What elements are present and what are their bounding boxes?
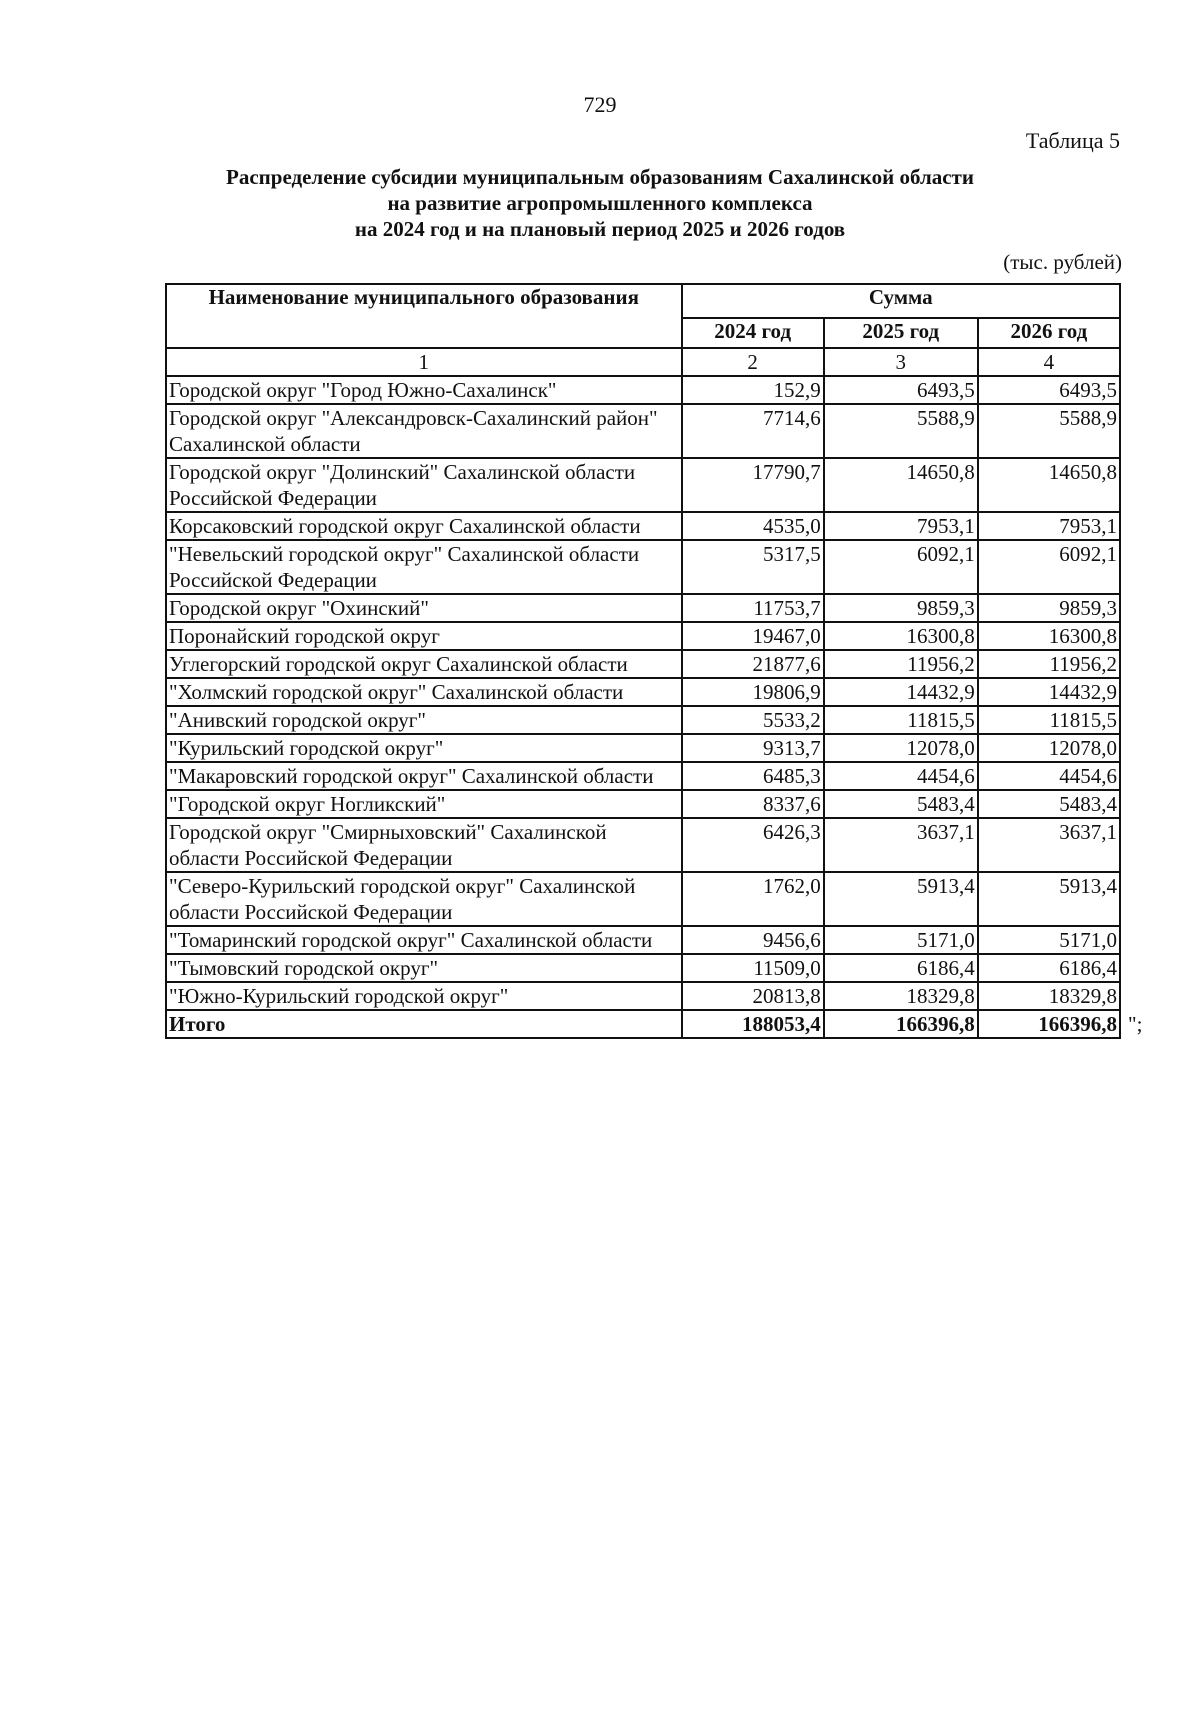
table-row: [166, 678, 1120, 706]
value-2026: 16300,8: [978, 622, 1120, 650]
value-2026: 11956,2: [978, 650, 1120, 678]
table-row: [166, 650, 1120, 678]
value-2025: 14650,8: [824, 458, 978, 512]
value-2026: 14650,8: [978, 458, 1120, 512]
table-row: [166, 376, 1120, 404]
municipality-name: "Южно-Курильский городской округ": [166, 982, 682, 1010]
value-2024: 6485,3: [682, 762, 824, 790]
value-2026: 3637,1: [978, 818, 1120, 872]
value-2024: 6426,3: [682, 818, 824, 872]
value-2024: 8337,6: [682, 790, 824, 818]
value-2026: 14432,9: [978, 678, 1120, 706]
table-row: [166, 622, 1120, 650]
value-2026: 5913,4: [978, 872, 1120, 926]
table-row: [166, 404, 1120, 458]
value-2024: 11509,0: [682, 954, 824, 982]
value-2024: 20813,8: [682, 982, 824, 1010]
value-2025: 5483,4: [824, 790, 978, 818]
value-2026: 5171,0: [978, 926, 1120, 954]
municipality-name: Городской округ "Смирныховский" Сахалинской области Российской Федерации: [166, 818, 682, 872]
municipality-name: "Томаринский городской округ" Сахалинской области: [166, 926, 682, 954]
value-2025: 16300,8: [824, 622, 978, 650]
header-name: Наименование муниципального образования: [166, 284, 682, 348]
value-2025: 7953,1: [824, 512, 978, 540]
subsidy-table: [165, 283, 1121, 1039]
municipality-name: "Анивский городской округ": [166, 706, 682, 734]
value-2026: 6186,4: [978, 954, 1120, 982]
value-2026: 18329,8: [978, 982, 1120, 1010]
value-2026: 9859,3: [978, 594, 1120, 622]
units-label: (тыс. рублей): [1003, 250, 1122, 274]
value-2024: 19806,9: [682, 678, 824, 706]
municipality-name: "Холмский городской округ" Сахалинской области: [166, 678, 682, 706]
header-year-2026: 2026 год: [978, 318, 1120, 348]
table-label: Таблица 5: [1025, 128, 1120, 153]
value-2026: 7953,1: [978, 512, 1120, 540]
value-2025: 6186,4: [824, 954, 978, 982]
value-2025: 3637,1: [824, 818, 978, 872]
value-2025: 18329,8: [824, 982, 978, 1010]
total-row: [166, 1010, 1120, 1038]
column-number: 2: [682, 348, 824, 376]
page-number: 729: [583, 92, 617, 117]
value-2024: 152,9: [682, 376, 824, 404]
value-2025: 5171,0: [824, 926, 978, 954]
municipality-name: "Курильский городской округ": [166, 734, 682, 762]
table-row: [166, 926, 1120, 954]
value-2026: 12078,0: [978, 734, 1120, 762]
value-2024: 5533,2: [682, 706, 824, 734]
value-2025: 6493,5: [824, 376, 978, 404]
value-2026: 5588,9: [978, 404, 1120, 458]
table-row: [166, 982, 1120, 1010]
value-2024: 17790,7: [682, 458, 824, 512]
value-2025: 6092,1: [824, 540, 978, 594]
title-line: Распределение субсидии муниципальным образованиям Сахалинской области: [226, 165, 974, 189]
total-label: Итого: [166, 1010, 682, 1038]
value-2025: 12078,0: [824, 734, 978, 762]
value-2025: 5588,9: [824, 404, 978, 458]
document-title: [0, 164, 1200, 242]
value-2024: 4535,0: [682, 512, 824, 540]
table-row: [166, 954, 1120, 982]
table-row: [166, 818, 1120, 872]
title-line: на развитие агропромышленного комплекса: [387, 191, 813, 215]
column-number: 4: [978, 348, 1120, 376]
value-2025: 4454,6: [824, 762, 978, 790]
table-row: [166, 790, 1120, 818]
table-row: [166, 734, 1120, 762]
table-row: [166, 540, 1120, 594]
value-2026: 11815,5: [978, 706, 1120, 734]
value-2024: 9313,7: [682, 734, 824, 762]
value-2024: 21877,6: [682, 650, 824, 678]
value-2025: 9859,3: [824, 594, 978, 622]
total-2026: 166396,8: [978, 1010, 1120, 1038]
column-number: 3: [824, 348, 978, 376]
title-line: на 2024 год и на плановый период 2025 и 2026 годов: [354, 217, 846, 241]
municipality-name: Городской округ "Город Южно-Сахалинск": [166, 376, 682, 404]
table-row: [166, 872, 1120, 926]
municipality-name: Углегорский городской округ Сахалинской области: [166, 650, 682, 678]
value-2024: 7714,6: [682, 404, 824, 458]
value-2025: 11956,2: [824, 650, 978, 678]
value-2025: 11815,5: [824, 706, 978, 734]
value-2026: 6493,5: [978, 376, 1120, 404]
value-2024: 1762,0: [682, 872, 824, 926]
municipality-name: "Невельский городской округ" Сахалинской области Российской Федерации: [166, 540, 682, 594]
municipality-name: "Макаровский городской округ" Сахалинской области: [166, 762, 682, 790]
table-row: [166, 706, 1120, 734]
header-year-2024: 2024 год: [682, 318, 824, 348]
value-2025: 5913,4: [824, 872, 978, 926]
value-2026: 5483,4: [978, 790, 1120, 818]
value-2024: 19467,0: [682, 622, 824, 650]
value-2024: 9456,6: [682, 926, 824, 954]
value-2026: 4454,6: [978, 762, 1120, 790]
municipality-name: "Северо-Курильский городской округ" Сахалинской области Российской Федерации: [166, 872, 682, 926]
table-row: [166, 458, 1120, 512]
value-2025: 14432,9: [824, 678, 978, 706]
value-2026: 6092,1: [978, 540, 1120, 594]
municipality-name: "Городской округ Ногликский": [166, 790, 682, 818]
municipality-name: Городской округ "Охинский": [166, 594, 682, 622]
value-2024: 11753,7: [682, 594, 824, 622]
municipality-name: Городской округ "Александровск-Сахалинский район" Сахалинской области: [166, 404, 682, 458]
total-2024: 188053,4: [682, 1010, 824, 1038]
value-2024: 5317,5: [682, 540, 824, 594]
header-year-2025: 2025 год: [824, 318, 978, 348]
total-2025: 166396,8: [824, 1010, 978, 1038]
column-number: 1: [166, 348, 682, 376]
closing-quote-mark: ";: [1128, 1012, 1143, 1036]
column-number-row: [166, 348, 1120, 376]
municipality-name: Городской округ "Долинский" Сахалинской области Российской Федерации: [166, 458, 682, 512]
municipality-name: Корсаковский городской округ Сахалинской области: [166, 512, 682, 540]
table-row: [166, 594, 1120, 622]
header-sum: Сумма: [682, 284, 1120, 318]
municipality-name: "Тымовский городской округ": [166, 954, 682, 982]
municipality-name: Поронайский городской округ: [166, 622, 682, 650]
table-row: [166, 512, 1120, 540]
table-row: [166, 762, 1120, 790]
